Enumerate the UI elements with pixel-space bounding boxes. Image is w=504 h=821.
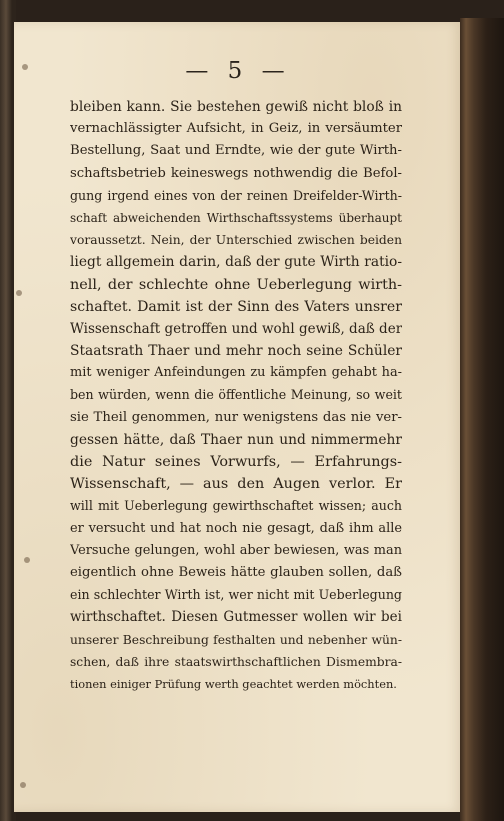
page-number: — 5 — <box>185 58 291 84</box>
paper-spot <box>16 290 22 296</box>
text-line: ben würden, wenn die öffentliche Meinung, so weit <box>70 387 402 403</box>
text-line: gessen hätte, daß Thaer nun und nimmermehr <box>70 431 402 448</box>
text-line: schaft abweichenden Wirthschaftssystems überhaupt <box>70 210 402 225</box>
text-line: bleiben kann. Sie bestehen gewiß nicht bloß in <box>70 99 402 115</box>
text-line: er versucht und hat noch nie gesagt, daß ihm alle <box>70 520 402 536</box>
text-line: Bestellung, Saat und Erndte, wie der gute Wirth- <box>70 143 402 159</box>
text-line: will mit Ueberlegung gewirthschaftet wissen; auch <box>70 498 402 514</box>
text-line: schaftsbetrieb keineswegs nothwendig die Befol- <box>70 165 402 181</box>
text-line: Staatsrath Thaer und mehr noch seine Schüler <box>70 343 402 360</box>
text-line: wirthschaftet. Diesen Gutmesser wollen wir bei <box>70 609 402 626</box>
text-line: sie Theil genommen, nur wenigstens das nie ver- <box>70 409 402 425</box>
text-line: schaftet. Damit ist der Sinn des Vaters unsrer <box>70 298 402 315</box>
text-line: unserer Beschreibung festhalten und nebenher wün- <box>70 632 402 647</box>
book-cover-edge <box>460 18 504 821</box>
paper-spot <box>24 557 30 563</box>
text-line: Versuche gelungen, wohl aber bewiesen, was man <box>70 542 402 558</box>
text-line: liegt allgemein darin, daß der gute Wirth ratio- <box>70 254 402 271</box>
text-line: vernachlässigter Aufsicht, in Geiz, in versäumter <box>70 121 402 137</box>
text-line: voraussetzt. Nein, der Unterschied zwischen beiden <box>70 233 402 248</box>
text-line: Wissenschaft, — aus den Augen verlor. Er <box>70 476 402 493</box>
text-line: Wissenschaft getroffen und wohl gewiß, daß der <box>70 320 402 337</box>
text-line: die Natur seines Vorwurfs, — Erfahrungs- <box>70 454 402 470</box>
text-line: eigentlich ohne Beweis hätte glauben sollen, daß <box>70 564 402 580</box>
paper-spot <box>20 782 26 788</box>
text-line: tionen einiger Prüfung werth geachtet werden möchten. <box>70 676 397 691</box>
text-line: mit weniger Anfeindungen zu kämpfen gehabt ha- <box>70 365 402 381</box>
text-line: gung irgend eines von der reinen Dreifelder-Wirth- <box>70 187 402 203</box>
text-line: nell, der schlechte ohne Ueberlegung wirth- <box>70 276 402 293</box>
body-text <box>70 96 402 695</box>
text-line: ein schlechter Wirth ist, wer nicht mit Ueberlegung <box>70 587 402 603</box>
text-line: schen, daß ihre staatswirthschaftlichen Dismembra- <box>70 654 402 669</box>
